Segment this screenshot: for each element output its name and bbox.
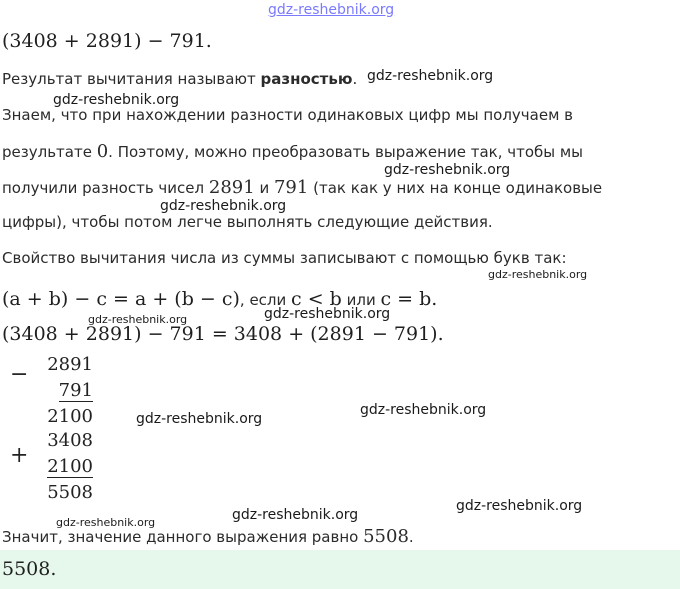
watermark: gdz-reshebnik.org <box>367 68 494 84</box>
watermark: gdz-reshebnik.org <box>384 162 511 178</box>
explanation-text: . Поэтому, можно преобразовать выражение так, чтобы мы <box>108 143 584 161</box>
watermark-top: gdz-reshebnik.org <box>268 2 395 18</box>
definition-prefix: Результат вычитания называют <box>2 70 261 88</box>
if-word: , если <box>239 291 292 309</box>
number-791: 791 <box>273 177 309 198</box>
property-intro: Свойство вычитания числа из суммы записывают с помощью букв так: <box>2 249 567 267</box>
conclusion-line <box>2 526 414 547</box>
watermark: gdz-reshebnik.org <box>456 498 583 514</box>
explanation-line-1: Знаем, что при нахождении разности одинаковых цифр мы получаем в <box>2 106 574 124</box>
conclusion-value: 5508 <box>363 526 409 547</box>
conclusion-suffix: . <box>408 528 414 546</box>
and-word: и <box>254 179 274 197</box>
condition-equal: c = b. <box>380 288 438 310</box>
watermark: gdz-reshebnik.org <box>136 411 263 427</box>
formula-main: (a + b) − c = a + (b − c) <box>2 288 240 310</box>
column-add-top: 3408 <box>47 430 93 451</box>
watermark: gdz-reshebnik.org <box>360 402 487 418</box>
column-sub-result: 2100 <box>47 406 93 427</box>
or-word: или <box>341 291 381 309</box>
watermark: gdz-reshebnik.org <box>264 306 391 322</box>
watermark: gdz-reshebnik.org <box>88 313 188 326</box>
column-sub-bottom <box>33 380 93 401</box>
column-sub-top: 2891 <box>47 354 93 375</box>
explanation-text: получили разность чисел <box>2 179 209 197</box>
problem-expression: (3408 + 2891) − 791. <box>2 30 212 52</box>
explanation-line-2 <box>2 141 583 162</box>
column-add-result: 5508 <box>47 482 93 503</box>
watermark: gdz-reshebnik.org <box>232 507 359 523</box>
watermark: gdz-reshebnik.org <box>488 268 588 281</box>
definition-line <box>2 70 357 88</box>
transformed-equation: (3408 + 2891) − 791 = 3408 + (2891 − 791). <box>2 323 444 345</box>
condition-less: c < b <box>291 288 342 310</box>
watermark: gdz-reshebnik.org <box>160 198 287 214</box>
answer-box <box>0 550 680 589</box>
watermark: gdz-reshebnik.org <box>53 92 180 108</box>
explanation-line-3 <box>2 177 602 198</box>
definition-suffix: . <box>352 70 358 88</box>
explanation-line-4: цифры), чтобы потом легче выполнять следующие действия. <box>2 213 493 231</box>
plus-sign: + <box>10 443 29 468</box>
answer-value: 5508. <box>2 558 57 580</box>
number-2891: 2891 <box>208 177 255 198</box>
column-sub-bottom-value: 791 <box>58 380 93 401</box>
watermark: gdz-reshebnik.org <box>56 516 156 529</box>
definition-term: разностью <box>260 70 353 88</box>
minus-sign: − <box>10 362 29 387</box>
explanation-text: результате <box>2 143 97 161</box>
column-add-bottom <box>33 456 93 477</box>
zero-value: 0 <box>96 141 109 162</box>
column-add-bottom-value: 2100 <box>47 456 93 477</box>
explanation-text: (так как у них на конце одинаковые <box>308 179 603 197</box>
conclusion-text: Значит, значение данного выражения равно <box>2 528 364 546</box>
